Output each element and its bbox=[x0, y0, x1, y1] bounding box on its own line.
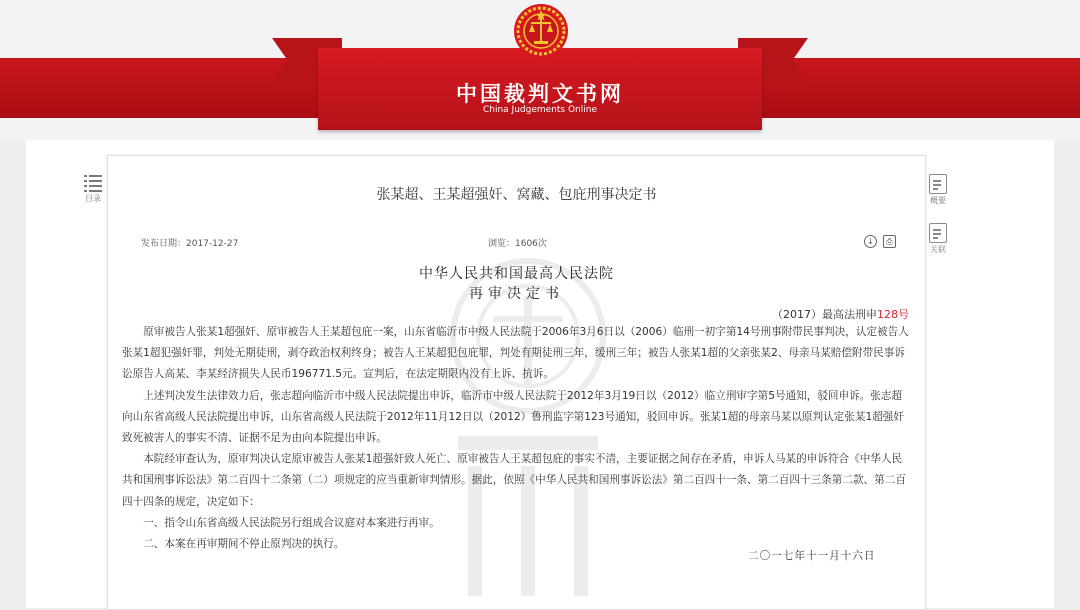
site-title[interactable]: 中国裁判文书网 bbox=[456, 82, 624, 106]
document-type: 再审决定书 bbox=[469, 286, 564, 302]
summary-button[interactable] bbox=[929, 174, 947, 206]
publish-date: 发布日期：2017-12-27 bbox=[141, 239, 239, 249]
document-actions bbox=[864, 235, 896, 248]
toc-label: 目录 bbox=[85, 194, 101, 203]
paragraph: 一、指令山东省高级人民法院另行组成合议庭对本案进行再审。 bbox=[143, 516, 440, 529]
paragraph: 二、本案在再审期间不停止原判决的执行。 bbox=[143, 538, 345, 551]
save-icon[interactable]: ↓ bbox=[864, 235, 877, 248]
paragraph: 上述判决发生法律效力后，张志超向临沂市中级人民法院提出申诉，临沂市中级人民法院于2012年3月19日以（2012）临立刑审字第5号通知，驳回申诉。张志超向山东省高级人民法院提出申诉，山东省高级人民法院于2012年11月12日以（2012）鲁刑监字第123号通知，驳回申诉。张某1超的母亲马某以原判认定张某1超强奸致死被害人的事实不清、证据不足为由向本院提出申诉。 bbox=[122, 389, 904, 445]
case-number bbox=[772, 306, 909, 322]
related-button[interactable] bbox=[929, 223, 947, 255]
document-body bbox=[122, 322, 912, 555]
list-icon bbox=[84, 175, 102, 191]
case-number-highlight: 128号 bbox=[877, 308, 909, 321]
site-subtitle: China Judgements Online bbox=[482, 105, 597, 115]
print-icon[interactable]: ⎙ bbox=[883, 235, 896, 248]
related-label: 关联 bbox=[930, 245, 946, 254]
court-name: 中华人民共和国最高人民法院 bbox=[419, 266, 614, 282]
document-title: 张某超、王某超强奸、窝藏、包庇刑事决定书 bbox=[376, 187, 657, 203]
view-count: 浏览：1606次 bbox=[488, 239, 547, 249]
paragraph: 本院经审查认为，原审判决认定原审被告人张某1超强奸致人死亡、原审被告人王某超包庇的事实不清，主要证据之间存在矛盾，申诉人马某的申诉符合《中华人民共和国刑事诉讼法》第二百四十二条第（二）项规定的应当重新审判情形。据此，依照《中华人民共和国刑事诉讼法》第二百四十一条、第二百四十三条第二款、第二百四十四条的规定，决定如下： bbox=[122, 453, 906, 508]
summary-label: 概要 bbox=[930, 196, 946, 205]
document-panel bbox=[107, 155, 926, 610]
site-header bbox=[0, 0, 1080, 140]
summary-icon bbox=[929, 174, 947, 194]
court-emblem-icon bbox=[512, 2, 570, 60]
closing-date: 二〇一七年十一月十六日 bbox=[748, 550, 876, 562]
toc-button[interactable] bbox=[84, 175, 102, 204]
case-number-prefix: （2017）最高法刑申 bbox=[772, 308, 877, 321]
related-icon bbox=[929, 223, 947, 243]
paragraph: 原审被告人张某1超强奸、原审被告人王某超包庇一案，山东省临沂市中级人民法院于2006年3月6日以（2006）临刑一初字第14号刑事附带民事判决，认定被告人张某1超犯强奸罪，判处无期徒刑，剥夺政治权利终身；被告人王某超犯包庇罪，判处有期徒刑三年，缓刑三年；被告人张某1超的父亲张某2、母亲马某赔偿附带民事诉讼原告人高某、李某经济损失人民币196771.5元。宣判后，在法定期限内没有上诉、抗诉。 bbox=[122, 326, 909, 381]
